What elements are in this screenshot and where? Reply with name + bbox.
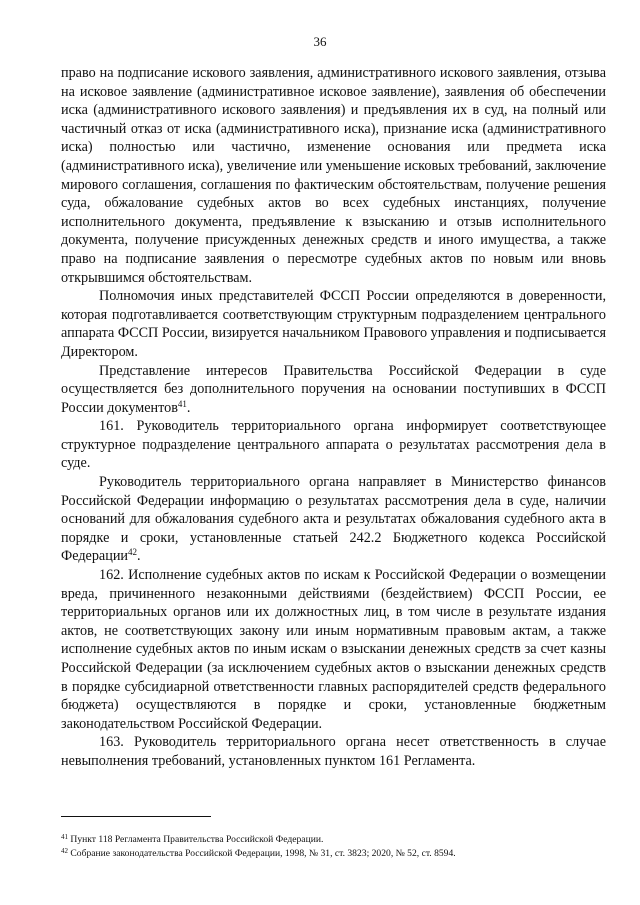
- document-body: [61, 64, 606, 771]
- page-number: 36: [313, 34, 327, 49]
- footnote-number: 42: [61, 846, 68, 855]
- footnote-ref-41: 41: [177, 398, 187, 409]
- paragraph-text: 161. Руководитель территориального органа информирует соответствующее структурное подразделение центрального аппарата о результатах рассмотрения дела в суде.: [61, 418, 606, 472]
- paragraph-text: Полномочия иных представителей ФССП России определяются в доверенности, которая подготавливается соответствующим структурным подразделением центрального аппарата ФССП России, визируется начальником Правового управления и подписывается Директором.: [61, 288, 606, 360]
- footnote-divider: [61, 816, 211, 817]
- footnote-42: [61, 847, 606, 861]
- paragraph-tail: .: [137, 548, 141, 565]
- footnote-ref-42: 42: [128, 547, 138, 558]
- paragraph-text: 163. Руководитель территориального органа несет ответственность в случае невыполнения требований, установленных пунктом 161 Регламента.: [61, 734, 606, 769]
- paragraph-ministry-of-finance: [61, 473, 606, 566]
- paragraph-text: 162. Исполнение судебных актов по искам к Российской Федерации о возмещении вреда, причиненного незаконными действиями (бездействием) ФССП России, ее территориальных органов или их должностных лиц, в том числе в результате издания актов, не соответствующих закону или иным нормативным правовым актам, а также исполнение судебных актов по иным искам о взыскании денежных средств за счет казны Российской Федерации (за исключением судебных актов о взыскании денежных средств в порядке субсидиарной ответственности главных распорядителей средств федерального бюджета) осуществляются в порядке и сроки, установленные бюджетным законодательством Российской Федерации.: [61, 567, 606, 732]
- paragraph-162: [61, 566, 606, 733]
- footnote-text: Собрание законодательства Российской Федерации, 1998, № 31, ст. 3823; 2020, № 52, ст. 8594.: [70, 847, 456, 859]
- paragraph-other-representatives: [61, 287, 606, 361]
- paragraph-government-interests: [61, 362, 606, 418]
- paragraph-representation-rights: [61, 64, 606, 287]
- footnote-number: 41: [61, 833, 68, 841]
- footnote-text: Пункт 118 Регламента Правительства Российской Федерации.: [70, 834, 324, 845]
- paragraph-163: [61, 733, 606, 770]
- paragraph-161: [61, 417, 606, 473]
- footnotes: [61, 833, 606, 860]
- paragraph-text: Представление интересов Правительства Российской Федерации в суде осуществляется без дополнительного поручения на основании поступивших в ФССП России документов: [61, 362, 606, 416]
- paragraph-tail: .: [186, 399, 191, 416]
- paragraph-text: Руководитель территориального органа направляет в Министерство финансов Российской Федерации информацию о результатах рассмотрения дела в суде, наличии оснований для обжалования судебного акта и результатах обжалования судебного акта в порядке и сроки, установленные статьей 242.2 Бюджетного кодекса Российской Федерации: [61, 474, 606, 565]
- paragraph-text: право на подписание искового заявления, административного искового заявления, отзыва на исковое заявление (административное исковое заявление), заявления об обеспечении иска (административного искового заявления) и предъявления их в суд, на полный или частичный отказ от иска (административного иска), признание иска (административного иска) полностью или частично, изменение основания или предмета иска (административного иска), увеличение или уменьшение исковых требований, заключение мирового соглашения, соглашения по фактическим обстоятельствам, получение решения суда, обжалование судебных актов во всех судебных инстанциях, получение исполнительного документа, предъявление к взысканию и отзыв исполнительного документа, получение присужденных денежных средств и иного имущества, а также право на подписание заявления о пересмотре судебных актов по новым или вновь открывшимся обстоятельствам.: [61, 65, 606, 286]
- footnote-41: [61, 833, 606, 847]
